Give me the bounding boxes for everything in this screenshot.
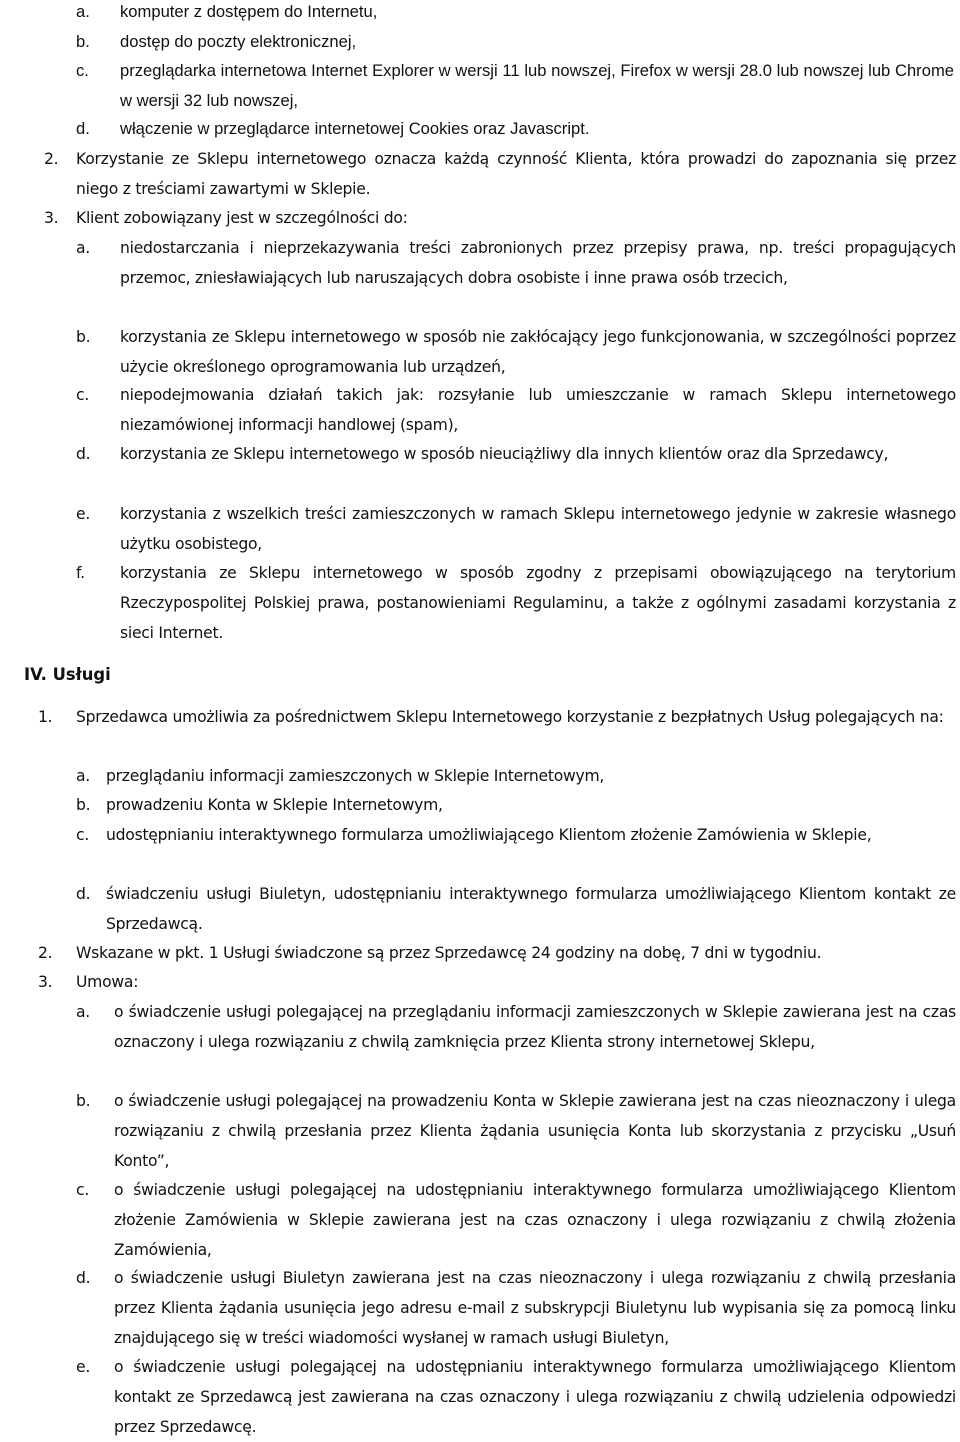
list-text: korzystania ze Sklepu internetowego w sposób nieuciążliwy dla innych klientów oraz dla Sprzedawcy, [120, 445, 889, 463]
list-text: przeglądarka internetowa Internet Explorer w wersji 11 lub nowszej, Firefox w wersji 28.0 lub nowszej lub Chrome w wersji 32 lub nowszej, [120, 61, 954, 110]
list-item [76, 1263, 956, 1353]
list-text: o świadczenie usługi Biuletyn zawierana jest na czas nieoznaczony i ulega rozwiązaniu z chwilą przesłania przez Klienta żądania usunięcia jego adresu e-mail z subskrypcji Biuletynu lub wypisania się za pomocą linku znajdującego się w treści wiadomości wysłanej w ramach usługi Biuletyn, [114, 1269, 956, 1347]
list-item [76, 27, 954, 57]
point-number: 1. [38, 708, 53, 726]
point-text: Wskazane w pkt. 1 Usługi świadczone są przez Sprzedawcę 24 godziny na dobę, 7 dni w tygodniu. [76, 944, 822, 962]
section-heading: IV. Usługi [24, 665, 111, 684]
list-item [76, 380, 956, 440]
list-item [76, 56, 954, 116]
list-marker: c. [76, 826, 90, 844]
list-text: korzystania z wszelkich treści zamieszczonych w ramach Sklepu internetowego jedynie w zakresie własnego użytku osobistego, [120, 505, 956, 553]
list-marker: d. [76, 445, 91, 463]
list-marker: b. [76, 796, 91, 814]
list-marker: c. [76, 61, 89, 80]
numbered-point [38, 938, 956, 968]
list-text: niedostarczania i nieprzekazywania treści zabronionych przez przepisy prawa, np. treści propagujących przemoc, zniesławiających lub naruszających dobra osobiste i inne prawa osób trzecich, [120, 239, 956, 287]
list-marker: d. [76, 885, 91, 903]
list-item [76, 1175, 956, 1265]
point-number: 2. [44, 150, 59, 168]
list-marker: f. [76, 564, 85, 582]
list-item [76, 879, 956, 939]
numbered-point [44, 144, 956, 204]
point-text: Umowa: [76, 973, 139, 991]
list-text: świadczeniu usługi Biuletyn, udostępnianiu interaktywnego formularza umożliwiającego Klientom kontakt ze Sprzedawcą. [106, 885, 956, 933]
list-text: niepodejmowania działań takich jak: rozsyłanie lub umieszczanie w ramach Sklepu internetowego niezamówionej informacji handlowej (spam), [120, 386, 956, 434]
point-text: Korzystanie ze Sklepu internetowego oznacza każdą czynność Klienta, która prowadzi do zapoznania się przez niego z treściami zawartymi w Sklepie. [76, 150, 956, 198]
list-item [76, 0, 954, 27]
list-marker: a. [76, 239, 91, 257]
list-text: korzystania ze Sklepu internetowego w sposób nie zakłócający jego funkcjonowania, w szczególności poprzez użycie określonego oprogramowania lub urządzeń, [120, 328, 956, 376]
list-text: o świadczenie usługi polegającej na udostępnianiu interaktywnego formularza umożliwiającego Klientom złożenie Zamówienia w Sklepie zawierana jest na czas oznaczony i ulega rozwiązaniu z chwilą złożenia Zamówienia, [114, 1181, 956, 1259]
point-number: 3. [38, 973, 53, 991]
list-text: prowadzeniu Konta w Sklepie Internetowym, [106, 796, 443, 814]
list-text: włączenie w przeglądarce internetowej Cookies oraz Javascript. [120, 119, 590, 138]
point-text: Klient zobowiązany jest w szczególności do: [76, 209, 408, 227]
list-marker: a. [76, 767, 91, 785]
list-text: udostępnianiu interaktywnego formularza umożliwiającego Klientom złożenie Zamówienia w Sklepie, [106, 826, 872, 844]
list-marker: d. [76, 119, 90, 138]
list-text: o świadczenie usługi polegającej na udostępnianiu interaktywnego formularza umożliwiającego Klientom kontakt ze Sprzedawcą jest zawierana na czas oznaczony i ulega rozwiązaniu z chwilą udzielenia odpowiedzi przez Sprzedawcę. [114, 1358, 956, 1436]
list-item [76, 1086, 956, 1176]
point-text: Sprzedawca umożliwia za pośrednictwem Sklepu Internetowego korzystanie z bezpłatnych Usług polegających na: [76, 708, 944, 726]
list-item [76, 820, 956, 850]
list-item [76, 499, 956, 559]
list-marker: b. [76, 328, 91, 346]
list-marker: d. [76, 1269, 91, 1287]
list-item [76, 439, 956, 469]
list-item [76, 997, 956, 1057]
list-item [76, 233, 956, 293]
list-item [76, 114, 954, 144]
list-text: o świadczenie usługi polegającej na przeglądaniu informacji zamieszczonych w Sklepie zawierana jest na czas oznaczony i ulega rozwiązaniu z chwilą zamknięcia przez Klienta strony internetowej Sklepu, [114, 1003, 956, 1051]
list-item [76, 790, 956, 820]
numbered-point [38, 702, 956, 732]
list-marker: c. [76, 386, 90, 404]
list-marker: e. [76, 1358, 91, 1376]
list-text: przeglądaniu informacji zamieszczonych w Sklepie Internetowym, [106, 767, 605, 785]
list-marker: a. [76, 2, 90, 21]
numbered-point [44, 203, 956, 233]
list-text: dostęp do poczty elektronicznej, [120, 32, 357, 51]
list-marker: a. [76, 1003, 91, 1021]
list-marker: c. [76, 1181, 90, 1199]
list-item [76, 558, 956, 648]
point-number: 2. [38, 944, 53, 962]
point-number: 3. [44, 209, 59, 227]
list-marker: e. [76, 505, 91, 523]
list-item [76, 1352, 956, 1442]
numbered-point [38, 967, 956, 997]
list-text: korzystania ze Sklepu internetowego w sposób zgodny z przepisami obowiązującego na terytorium Rzeczypospolitej Polskiej prawa, postanowieniami Regulaminu, a także z ogólnymi zasadami korzystania z sieci Internet. [120, 564, 956, 642]
list-text: komputer z dostępem do Internetu, [120, 2, 378, 21]
list-marker: b. [76, 1092, 91, 1110]
list-item [76, 761, 956, 791]
list-item [76, 322, 956, 382]
list-text: o świadczenie usługi polegającej na prowadzeniu Konta w Sklepie zawierana jest na czas nieoznaczony i ulega rozwiązaniu z chwilą przesłania przez Klienta żądania usunięcia Konta lub skorzystania z przycisku „Usuń Konto”, [114, 1092, 956, 1170]
list-marker: b. [76, 32, 90, 51]
